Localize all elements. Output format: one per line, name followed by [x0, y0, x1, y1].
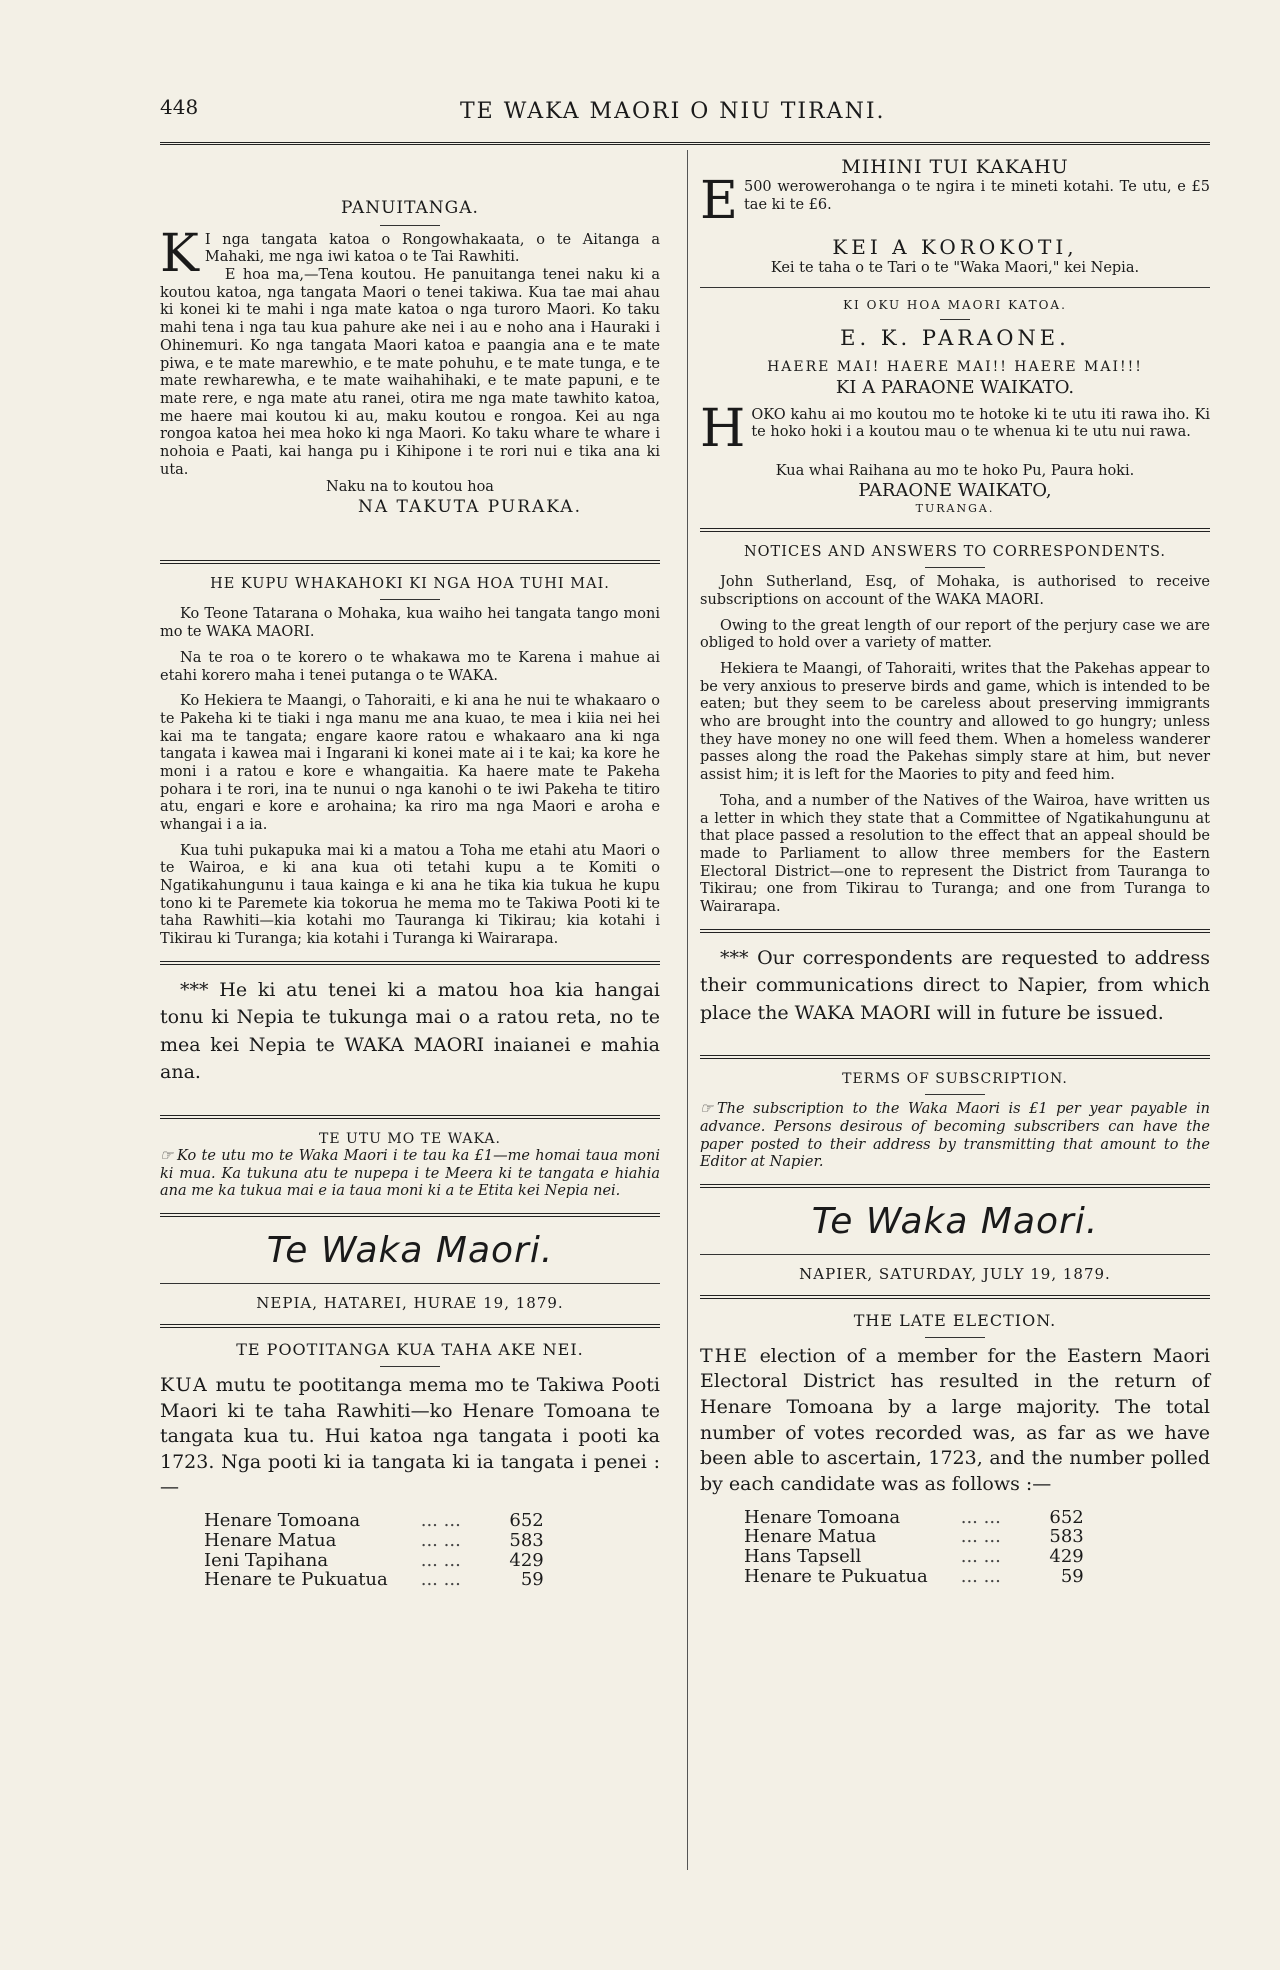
notices-body	[700, 574, 1210, 916]
section-rule	[700, 528, 1210, 532]
section-rule	[160, 961, 660, 965]
kupu-heading: HE KUPU WHAKAHOKI KI NGA HOA TUHI MAI.	[210, 575, 610, 592]
divider	[925, 567, 985, 568]
terms-heading: TERMS OF SUBSCRIPTION.	[842, 1071, 1068, 1088]
mihini-sub: KEI A KOROKOTI,	[832, 235, 1078, 260]
section-rule	[160, 1324, 660, 1328]
rule	[700, 1254, 1210, 1255]
results-table	[740, 1508, 1088, 1587]
table-row: Henare Tomoana ... ... 652	[744, 1506, 1084, 1528]
table-row: Henare Matua ... ... 583	[744, 1526, 1084, 1548]
divider	[380, 225, 440, 226]
notices-p3: Hekiera te Maangi, of Tahoraiti, writes that the Pakehas appear to be very anxious to preserve birds and game, which is intended to be eaten; but they seem to be careless about preserving immigrants who are brought into the country and allowed to go hungry; unless they have money no one will feed them. When a homeless wanderer passes along the road the Pakehas simply stare at him, but never assist him; it is left for the Maories to pity and feed him.	[700, 661, 1210, 784]
notices-heading: NOTICES AND ANSWERS TO CORRESPONDENTS.	[743, 543, 1167, 560]
article-body: THE election of a member for the Eastern Maori Electoral District has resulted in the return of Henare Tomoana by a large majority. The total number of votes recorded was, as far as we have been able to ascertain, 1723, and the number polled by each candidate was as follows :—	[700, 1344, 1210, 1496]
divider	[925, 1337, 985, 1338]
panuitanga-text: E hoa ma,—Tena koutou. He panuitanga tenei naku ki a koutou katoa, nga tangata Maori o tenei takiwa. Kua tae mai ahau ki konei ki te mahi i nga mate katoa o nga turoro Maori. Ko taku mahi tena i nga tau kua pahure ake nei i au e noho ana i Hauraki i Ohinemuri. Ko nga tangata Maori katoa e paangia ana e te mate piwa, e te mate marewhio, e te mate pohuhu, e te mate tunga, e te mate rewharewha, e te mate waihahihaki, e te mate papuni, e te mate rere, e nga mate atu ranei, otira me nga mate tawhito katoa, me haere mai koutou ki au, maku koutou e rongoa. Kei au nga rongoa katoa hei mea hoko ki nga Maori. Ko taku whare te whare i nohoia e Paati, kai hanga pu i Kihipone i te rori nui e tika ana ki uta.	[160, 267, 660, 478]
kupu-p3: Ko Hekiera te Maangi, o Tahoraiti, e ki ana he nui te whakaaro o te Pakeha ki te tiaki i nga manu me ana kuao, te mea i kiia nei hei kai ma te tangata; engare kaore ratou e whakaaro ana ki nga tangata i kawea mai i Ingarani ki konei mate ai i te kai; ka kore he moni i a ratou e kore e whangaitia. Ka haere mate te Pakeha pohara i te rori, ina te nunui o nga kanohi o te iwi Pakeha te titiro atu, engari e kore e arohaina; ka riro ma nga Maori e aroha e whangai i a ia.	[160, 693, 660, 834]
table-row: Hans Tapsell ... ... 429	[744, 1546, 1084, 1568]
table-row: Ieni Tapihana ... ... 429	[204, 1549, 544, 1571]
section-rule	[700, 1295, 1210, 1299]
table-row: Henare Matua ... ... 583	[204, 1529, 544, 1551]
paraone-line2: E. K. PARAONE.	[840, 325, 1070, 350]
left-column	[160, 150, 660, 1590]
paraone-body	[700, 398, 1210, 459]
mihini-heading: MIHINI TUI KAKAHU	[841, 156, 1069, 178]
dateline: NEPIA, HATAREI, HURAE 19, 1879.	[256, 1294, 564, 1313]
terms-text: ☞ The subscription to the Waka Maori is £1 per year payable in advance. Persons desirous of becoming subscribers can have the paper posted to their address by transmitting that amount to the Editor at Napier.	[700, 1101, 1210, 1171]
panuitanga-signature: NA TAKUTA PURAKA.	[358, 497, 582, 518]
notices-p2: Owing to the great length of our report of the perjury case we are obliged to hold over a variety of matter.	[700, 617, 1210, 652]
paraone-text2: Kua whai Raihana au mo te hoko Pu, Paura hoki.	[775, 462, 1135, 479]
panuitanga-signoff: Naku na to koutou hoa	[326, 479, 494, 496]
right-column	[700, 150, 1210, 1587]
left-notice: *** He ki atu tenei ki a matou hoa kia hangai tonu ki Nepia te tukunga mai o a ratou reta, no te mea kei Nepia te WAKA MAORI inaianei e mahia ana.	[160, 978, 660, 1084]
article-body: KUA mutu te pootitanga mema mo te Takiwa Pooti Maori ki te taha Rawhiti—ko Henare Tomoana te tangata kua tu. Hui katoa nga tangata i pooti ka 1723. Nga pooti ki ia tangata ki ia tangata i penei :—	[160, 1373, 660, 1499]
right-notice: *** Our correspondents are requested to address their communications direct to Napier, from which place the WAKA MAORI will in future be issued.	[700, 946, 1210, 1024]
panuitanga-first-line: I nga tangata katoa o Rongowhakaata, o te Aitanga a Mahaki, me nga iwi katoa o te Tai Rawhiti.	[204, 231, 660, 266]
rule	[700, 287, 1210, 288]
mihini-text: 500 werowerohanga o te ngira i te mineti kotahi. Te utu, e £5 tae ki te £6.	[743, 179, 1210, 213]
kupu-p1: Ko Teone Tatarana o Mohaka, kua waiho hei tangata tango moni mo te WAKA MAORI.	[160, 606, 660, 641]
pointing-hand-icon: ☞	[160, 1148, 173, 1165]
dropcap: K	[160, 223, 199, 284]
article-heading: THE LATE ELECTION.	[853, 1311, 1057, 1331]
table-row: Henare te Pukuatua ... ... 59	[744, 1566, 1084, 1588]
masthead: Te Waka Maori.	[811, 1201, 1099, 1243]
kupu-p2: Na te roa o te korero o te whakawa mo te Karena i mahue ai etahi korero maha i tenei putanga o te WAKA.	[160, 649, 660, 684]
section-rule	[160, 560, 660, 564]
table-row: Henare te Pukuatua ... ... 59	[204, 1569, 544, 1591]
utu-text: ☞ Ko te utu mo te Waka Maori i te tau ka £1—me homai taua moni ki mua. Ka tukuna atu te nupepa i te Meera ki te tangata e hiahia ana me ka tukua mai e ia taua moni ki a te Etita kei Nepia nei.	[160, 1148, 660, 1200]
section-rule	[160, 1213, 660, 1217]
paraone-line3: HAERE MAI! HAERE MAI!! HAERE MAI!!!	[767, 359, 1143, 376]
section-rule	[160, 1115, 660, 1119]
kupu-body	[160, 606, 660, 948]
panuitanga-heading: PANUITANGA.	[341, 198, 479, 218]
page-number: 448	[160, 95, 199, 119]
page-header	[160, 95, 1210, 135]
paraone-line1: KI OKU HOA MAORI KATOA.	[843, 298, 1067, 313]
dateline: NAPIER, SATURDAY, JULY 19, 1879.	[799, 1265, 1111, 1283]
kupu-p4: Kua tuhi pukapuka mai ki a matou a Toha me etahi atu Maori o te Wairoa, e ki ana kua oti tetahi kupu a te Komiti o Ngatikahungunu i taua kainga e ki ana he tika kia tukua he kupu tono ki te Paremete kia tokorua he mema mo te Takiwa Pooti ki te taha Rawhiti—kia kotahi mo Tauranga ki Tikirau; kia kotahi i Tikirau ki Turanga; kia kotahi i Turanga ki Wairarapa.	[160, 842, 660, 948]
divider	[380, 1366, 440, 1367]
pointing-hand-icon: ☞	[700, 1101, 713, 1118]
column-divider	[687, 150, 688, 1870]
mihini-body	[700, 171, 1210, 232]
section-rule	[700, 1184, 1210, 1188]
paraone-text: OKO kahu ai mo koutou mo te hotoke ki te utu iti rawa iho. Ki te hoko hoki i a koutou mau o te whenua ki te utu nui rawa.	[751, 406, 1210, 441]
notices-p1: John Sutherland, Esq, of Mohaka, is authorised to receive subscriptions on account of the WAKA MAORI.	[700, 574, 1210, 608]
section-rule	[700, 1055, 1210, 1059]
divider	[380, 599, 440, 600]
dropcap: H	[700, 398, 746, 459]
mihini-sub2: Kei te taha o te Tari o te "Waka Maori," kei Nepia.	[770, 259, 1140, 276]
header-rule	[160, 142, 1210, 145]
article-heading: TE POOTITANGA KUA TAHA AKE NEI.	[236, 1340, 584, 1360]
dropcap: E	[700, 171, 738, 232]
paraone-line4: KI A PARAONE WAIKATO.	[835, 376, 1075, 398]
utu-heading: TE UTU MO TE WAKA.	[319, 1131, 501, 1148]
paraone-sig: PARAONE WAIKATO,	[858, 480, 1052, 502]
page-title: TE WAKA MAORI O NIU TIRANI.	[460, 99, 886, 124]
divider	[925, 1094, 985, 1095]
masthead: Te Waka Maori.	[266, 1230, 554, 1272]
paraone-place: TURANGA.	[915, 502, 995, 516]
rule	[160, 1283, 660, 1284]
notices-p4: Toha, and a number of the Natives of the Wairoa, have written us a letter in which they state that a Committee of Ngatikahungunu at that place passed a resolution to the effect that an appeal should be made to Parliament to allow three members for the Eastern Electoral District—one to represent the District from Tauranga to Tikirau; one from Tikirau to Turanga; and one from Turanga to Wairarapa.	[700, 792, 1210, 915]
table-row: Henare Tomoana ... ... 652	[204, 1510, 544, 1532]
panuitanga-body	[160, 223, 660, 518]
section-rule	[700, 929, 1210, 933]
results-table	[200, 1511, 548, 1590]
divider	[940, 319, 970, 320]
